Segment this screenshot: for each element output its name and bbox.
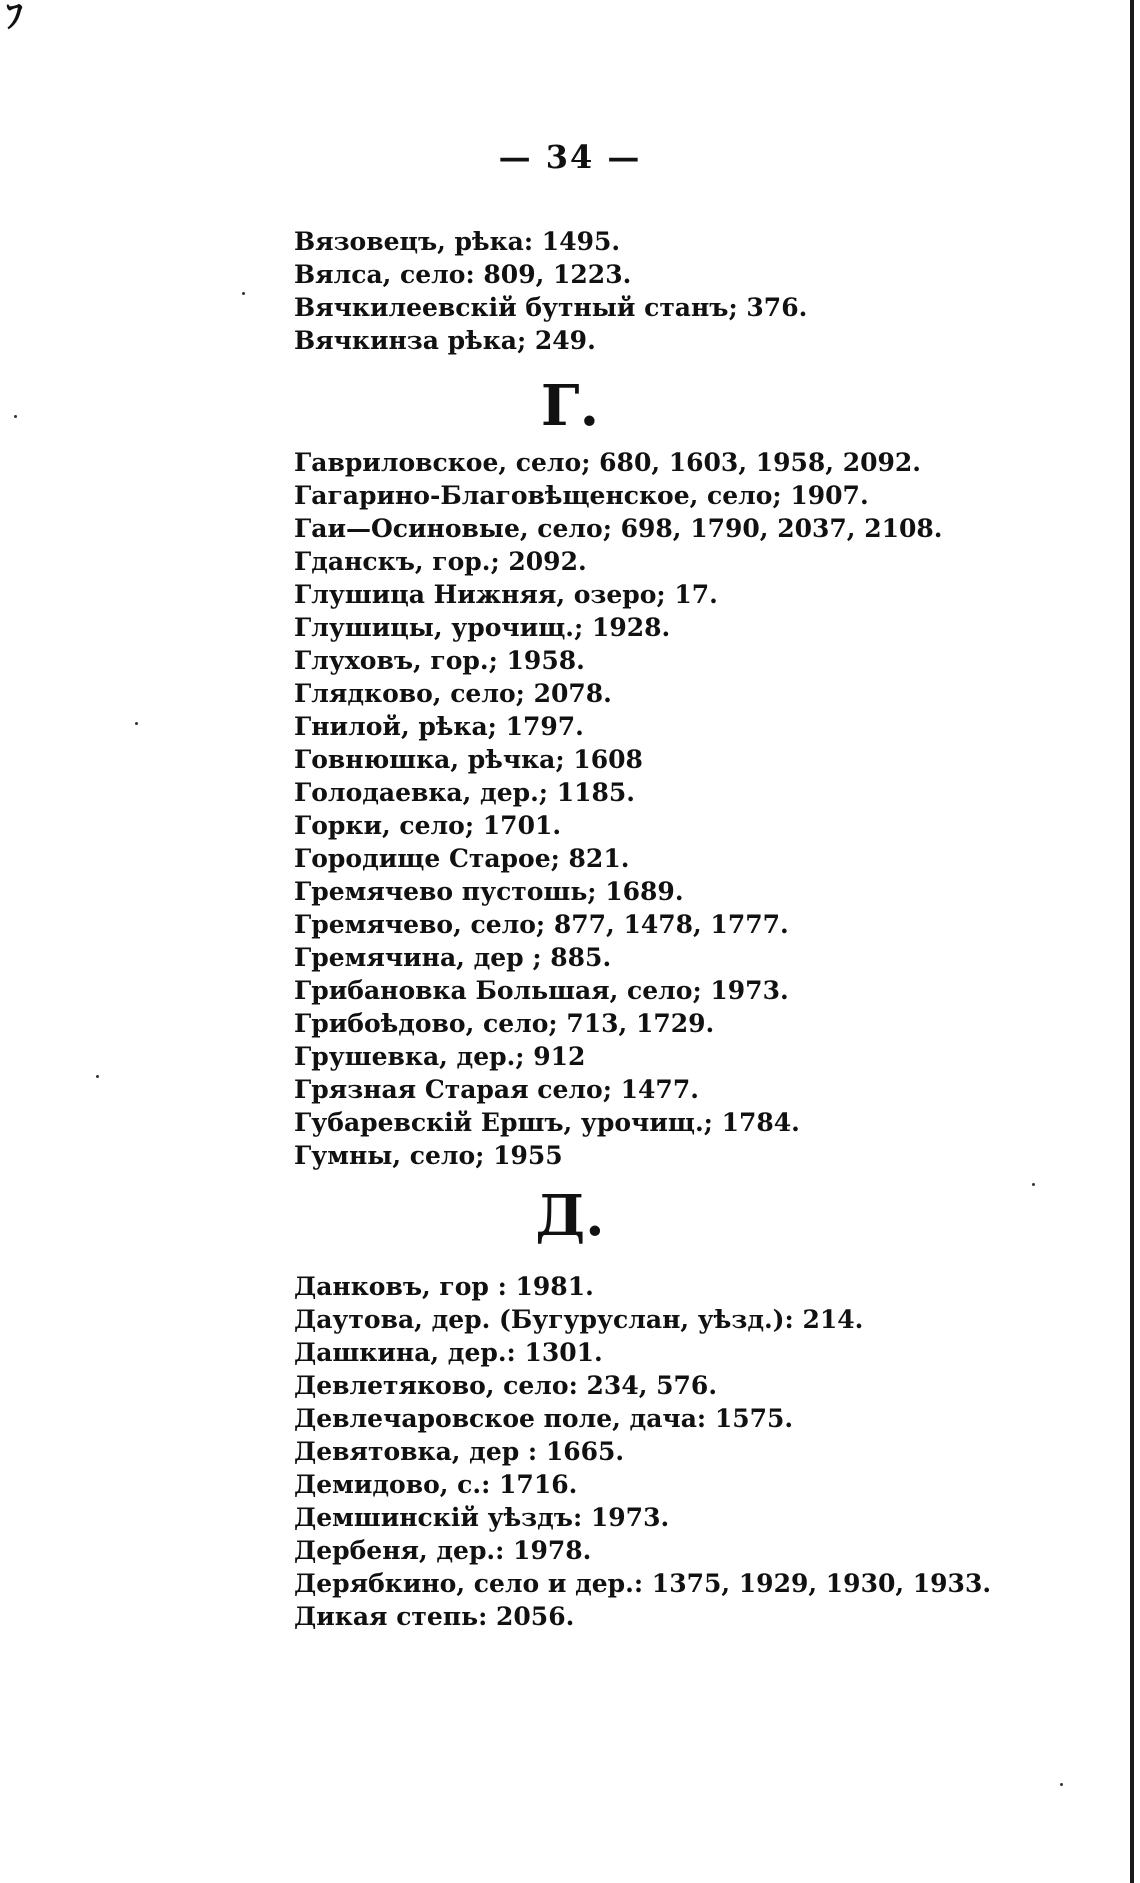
- index-entry: Голодаевка, дер.; 1185.: [294, 778, 636, 807]
- index-entry: Вячкилеевскій бутный станъ; 376.: [294, 293, 808, 322]
- index-entry: Гданскъ, гор.; 2092.: [294, 547, 587, 576]
- index-entry: Девятовка, дер : 1665.: [294, 1437, 625, 1466]
- index-entry: Вязовецъ, рѣка: 1495.: [294, 227, 621, 256]
- index-entry: Гумны, село; 1955: [294, 1141, 563, 1170]
- index-entry: Грушевка, дер.; 912: [294, 1042, 586, 1071]
- index-entry: Девлечаровское поле, дача: 1575.: [294, 1404, 794, 1433]
- scan-speck: [14, 415, 17, 418]
- index-entry: Глуховъ, гор.; 1958.: [294, 646, 585, 675]
- index-entry: Гавриловское, село; 680, 1603, 1958, 2092.: [294, 448, 922, 477]
- index-entry: Горки, село; 1701.: [294, 811, 562, 840]
- page-number: — 34 —: [498, 138, 642, 176]
- index-entry: Демидово, с.: 1716.: [294, 1470, 578, 1499]
- index-section-d: [294, 1270, 991, 1633]
- page-edge-shadow: [1130, 0, 1134, 1883]
- index-entry: Дашкина, дер.: 1301.: [294, 1338, 603, 1367]
- index-entry: Даутова, дер. (Бугуруслан, уѣзд.): 214.: [294, 1305, 864, 1334]
- index-entry: Дерябкино, село и дер.: 1375, 1929, 1930, 1933.: [294, 1569, 992, 1598]
- index-entry: Дикая степь: 2056.: [294, 1602, 575, 1631]
- index-entry: Грязная Старая село; 1477.: [294, 1075, 699, 1104]
- index-entry: Дербеня, дер.: 1978.: [294, 1536, 592, 1565]
- index-section-v: [294, 225, 807, 357]
- corner-ink-mark: ﾌ: [6, 0, 23, 37]
- index-entry: Городище Старое; 821.: [294, 844, 630, 873]
- index-entry: Гремячево пустошь; 1689.: [294, 877, 684, 906]
- index-entry: Гнилой, рѣка; 1797.: [294, 712, 584, 741]
- index-entry: Вячкинза рѣка; 249.: [294, 326, 596, 355]
- index-entry: Гремячево, село; 877, 1478, 1777.: [294, 910, 789, 939]
- index-section-g: [294, 446, 942, 1172]
- scan-speck: [96, 1075, 99, 1078]
- index-entry: Грибановка Большая, село; 1973.: [294, 976, 789, 1005]
- index-entry: Глушицы, урочищ.; 1928.: [294, 613, 671, 642]
- index-entry: Гремячина, дер ; 885.: [294, 943, 612, 972]
- index-entry: Гаи—Осиновые, село; 698, 1790, 2037, 2108.: [294, 514, 943, 543]
- index-entry: Данковъ, гор : 1981.: [294, 1272, 594, 1301]
- index-entry: Глушица Нижняя, озеро; 17.: [294, 580, 718, 609]
- scan-speck: [1060, 1783, 1063, 1786]
- section-letter-heading: Д.: [535, 1183, 605, 1249]
- scan-speck: [242, 292, 245, 295]
- index-entry: Гагарино-Благовѣщенское, село; 1907.: [294, 481, 869, 510]
- index-entry: Девлетяково, село: 234, 576.: [294, 1371, 718, 1400]
- index-entry: Глядково, село; 2078.: [294, 679, 612, 708]
- index-entry: Грибоѣдово, село; 713, 1729.: [294, 1009, 715, 1038]
- scan-speck: [1032, 1183, 1035, 1186]
- index-entry: Демшинскій уѣздъ: 1973.: [294, 1503, 670, 1532]
- index-entry: Губаревскій Ершъ, урочищ.; 1784.: [294, 1108, 800, 1137]
- section-letter-heading: Г.: [540, 373, 600, 439]
- scan-speck: [135, 722, 138, 725]
- index-entry: Вялса, село: 809, 1223.: [294, 260, 632, 289]
- index-entry: Говнюшка, рѣчка; 1608: [294, 745, 643, 774]
